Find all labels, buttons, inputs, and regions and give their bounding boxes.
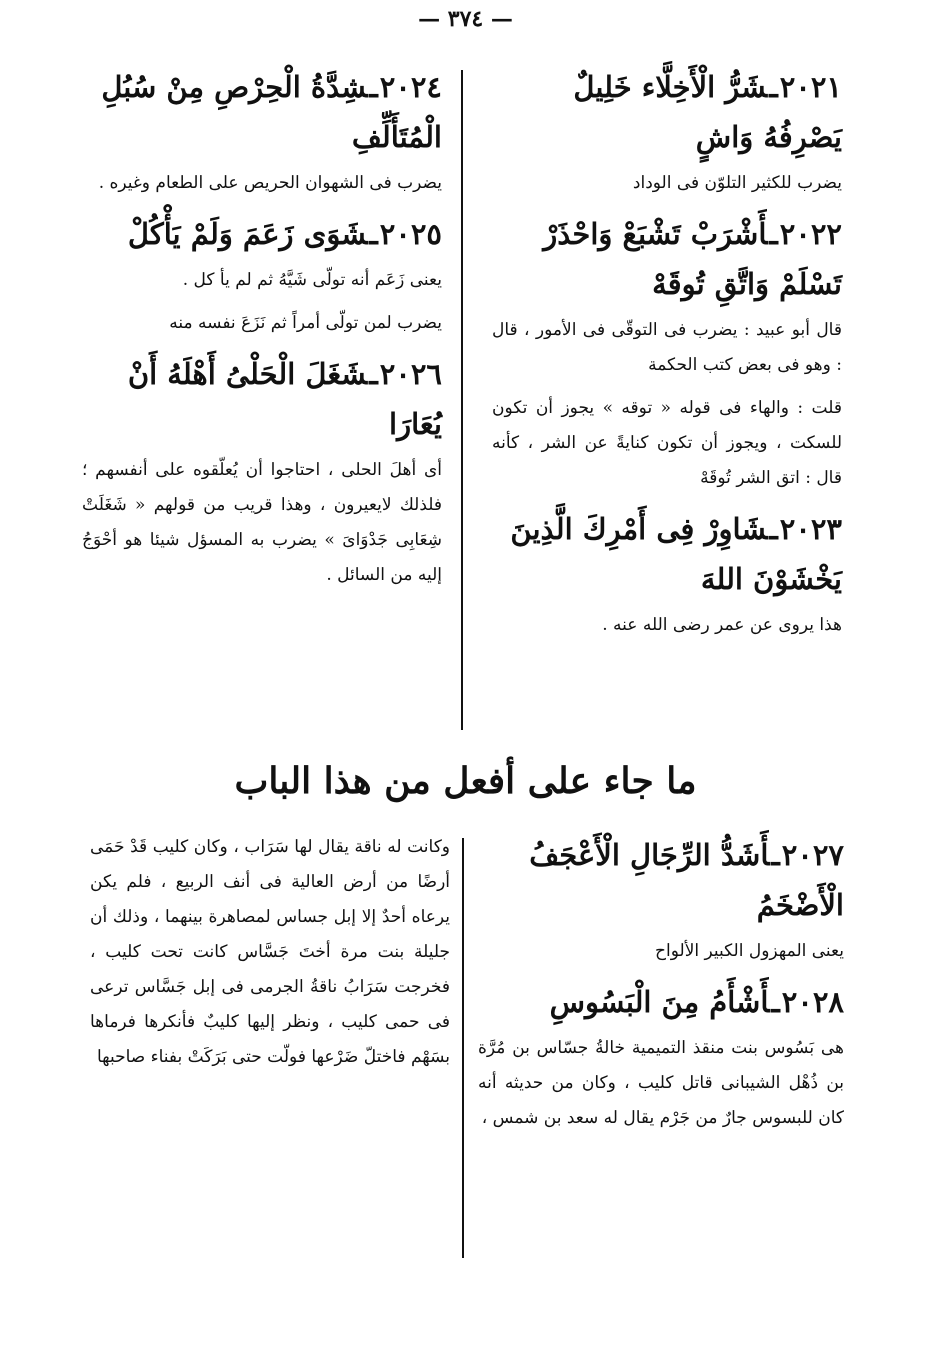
column-divider-bottom xyxy=(462,838,464,1258)
entry-proverb: شَاوِرْ فِى أَمْرِكَ الَّذِينَ يَخْشَوْنَ اللهَ xyxy=(510,512,842,596)
entry-2024 xyxy=(82,62,442,201)
entry-2025 xyxy=(82,209,442,341)
entry-heading: ٢٠٢٤ـشِدَّةُ الْحِرْصِ مِنْ سُبُلِ الْمُتَأَلِّفِ xyxy=(101,70,442,154)
entry-2028 xyxy=(478,977,844,1136)
entry-proverb: شَوَى زَعَمَ وَلَمْ يَأْكُلْ xyxy=(127,217,368,251)
entry-explanation: هذا يروى عن عمر رضى الله عنه . xyxy=(602,615,842,635)
bottom-left-column xyxy=(90,830,450,1083)
entry-number: ٢٠٢١ xyxy=(779,70,842,104)
entry-number: ٢٠٢٢ xyxy=(779,217,842,251)
top-left-column xyxy=(82,62,442,601)
entry-proverb: شِدَّةُ الْحِرْصِ مِنْ سُبُلِ الْمُتَأَلِّفِ xyxy=(101,70,442,154)
entry-2027 xyxy=(478,830,844,969)
entry-proverb: شَغَلَ الْحَلْىُ أَهْلَهُ أَنْ يُعَارَا xyxy=(127,357,442,441)
entry-explanation: يضرب فى الشهوان الحريص على الطعام وغيره . xyxy=(98,173,442,193)
continued-text: وكانت له ناقة يقال لها سَرَاب ، وكان كليب قَدْ حَمَى أرضًا من أرض العالية فى أنف الربيع ، فلم يكن يرعاه أحدٌ إلا إبل جساس لمصاهرة بينهما ، وذلك أن جليلة بنت مرة أختَ جَسَّاس كانت تحت كليب ، فخرجت سَرَابُ ناقةُ الجرمى فى إبل جَسَّاس ترعى فى حمى كليب ، ونظر إليها كليبٌ فأنكرها فرماها بسَهْم فاختلّ ضَرْعها فولّت حتى بَرَكَتْ بفناء صاحبها xyxy=(90,837,450,1067)
entry-number: ٢٠٢٤ xyxy=(379,70,442,104)
entry-heading: ٢٠٢٦ـشَغَلَ الْحَلْىُ أَهْلَهُ أَنْ يُعَارَا xyxy=(127,357,442,441)
entry-proverb: أَشَدُّ الرِّجَالِ الْأَعْجَفُ الْأَضْخَمُ xyxy=(529,838,844,922)
entry-explanation: قلت : والهاء فى قوله « توقه » يجوز أن تكون للسكت ، ويجوز أن تكون كنايةً عن الشر ، كأنه قال : اتق الشر تُوقَهْ xyxy=(492,398,842,488)
entry-number: ٢٠٢٨ xyxy=(781,985,844,1019)
entry-heading: ٢٠٢٨ـأَشْأَمُ مِنَ الْبَسُوسِ xyxy=(549,985,844,1019)
entry-heading: ٢٠٢٧ـأَشَدُّ الرِّجَالِ الْأَعْجَفُ الْأَضْخَمُ xyxy=(529,838,844,922)
entry-explanation: قال أبو عبيد : يضرب فى التوقّى فى الأمور ، قال : وهو فى بعض كتب الحكمة xyxy=(492,320,842,375)
entry-number: ٢٠٢٧ xyxy=(781,838,844,872)
bottom-right-column xyxy=(478,830,844,1144)
section-title: ما جاء على أفعل من هذا الباب xyxy=(234,760,697,802)
column-divider-top xyxy=(461,70,463,730)
entry-explanation: يضرب لمن تولّى أمراً ثم نَزَعَ نفسه منه xyxy=(169,313,442,333)
page-number: — ٣٧٤ — xyxy=(418,6,513,32)
entry-explanation: يضرب للكثير التلوّن فى الوداد xyxy=(632,173,842,193)
entry-explanation: أى أهلَ الحلى ، احتاجوا أن يُعلّقوه على أنفسهم ؛ فلذلك لايعيرون ، وهذا قريب من قولهم « شَغَلَتْ شِعَابِى جَدْوَاىَ » يضرب به المسؤل شيئا هو أحْوَجُ إليه من السائل . xyxy=(82,460,442,585)
top-right-column xyxy=(492,62,842,651)
entry-number: ٢٠٢٣ xyxy=(779,512,842,546)
entry-heading: ٢٠٢١ـشَرُّ الْأَخِلَّاء خَلِيلٌ يَصْرِفُهُ وَاشٍ xyxy=(573,70,842,154)
entry-2022 xyxy=(492,209,842,496)
entry-heading: ٢٠٢٥ـشَوَى زَعَمَ وَلَمْ يَأْكُلْ xyxy=(127,217,442,251)
entry-explanation: هى بَسُوس بنت منقذ التميمية خالةُ جسّاس بن مُرَّة بن ذُهْل الشيبانى قاتل كليب ، وكان من حديثه أنه كان للبسوس جارٌ من جَرْم يقال له سعد بن شمس ، xyxy=(478,1038,844,1128)
entry-2023 xyxy=(492,504,842,643)
entry-heading: ٢٠٢٣ـشَاوِرْ فِى أَمْرِكَ الَّذِينَ يَخْشَوْنَ اللهَ xyxy=(510,512,842,596)
entry-2026 xyxy=(82,349,442,593)
entry-heading: ٢٠٢٢ـأَشْرَبْ تَشْبَعْ وَاحْذَرْ تَسْلَمْ وَاتَّقِ تُوقَهْ xyxy=(543,217,842,301)
entry-2021 xyxy=(492,62,842,201)
entry-number: ٢٠٢٦ xyxy=(379,357,442,391)
entry-proverb: أَشْرَبْ تَشْبَعْ وَاحْذَرْ تَسْلَمْ وَاتَّقِ تُوقَهْ xyxy=(543,217,842,301)
entry-proverb: أَشْأَمُ مِنَ الْبَسُوسِ xyxy=(549,985,770,1019)
entry-proverb: شَرُّ الْأَخِلَّاء خَلِيلٌ يَصْرِفُهُ وَاشٍ xyxy=(573,70,842,154)
entry-explanation: يعنى المهزول الكبير الألواح xyxy=(655,941,844,961)
entry-explanation: يعنى زَعَم أنه تولّى شَيَّهُ ثم لم يأ كل . xyxy=(182,270,442,290)
entry-number: ٢٠٢٥ xyxy=(379,217,442,251)
